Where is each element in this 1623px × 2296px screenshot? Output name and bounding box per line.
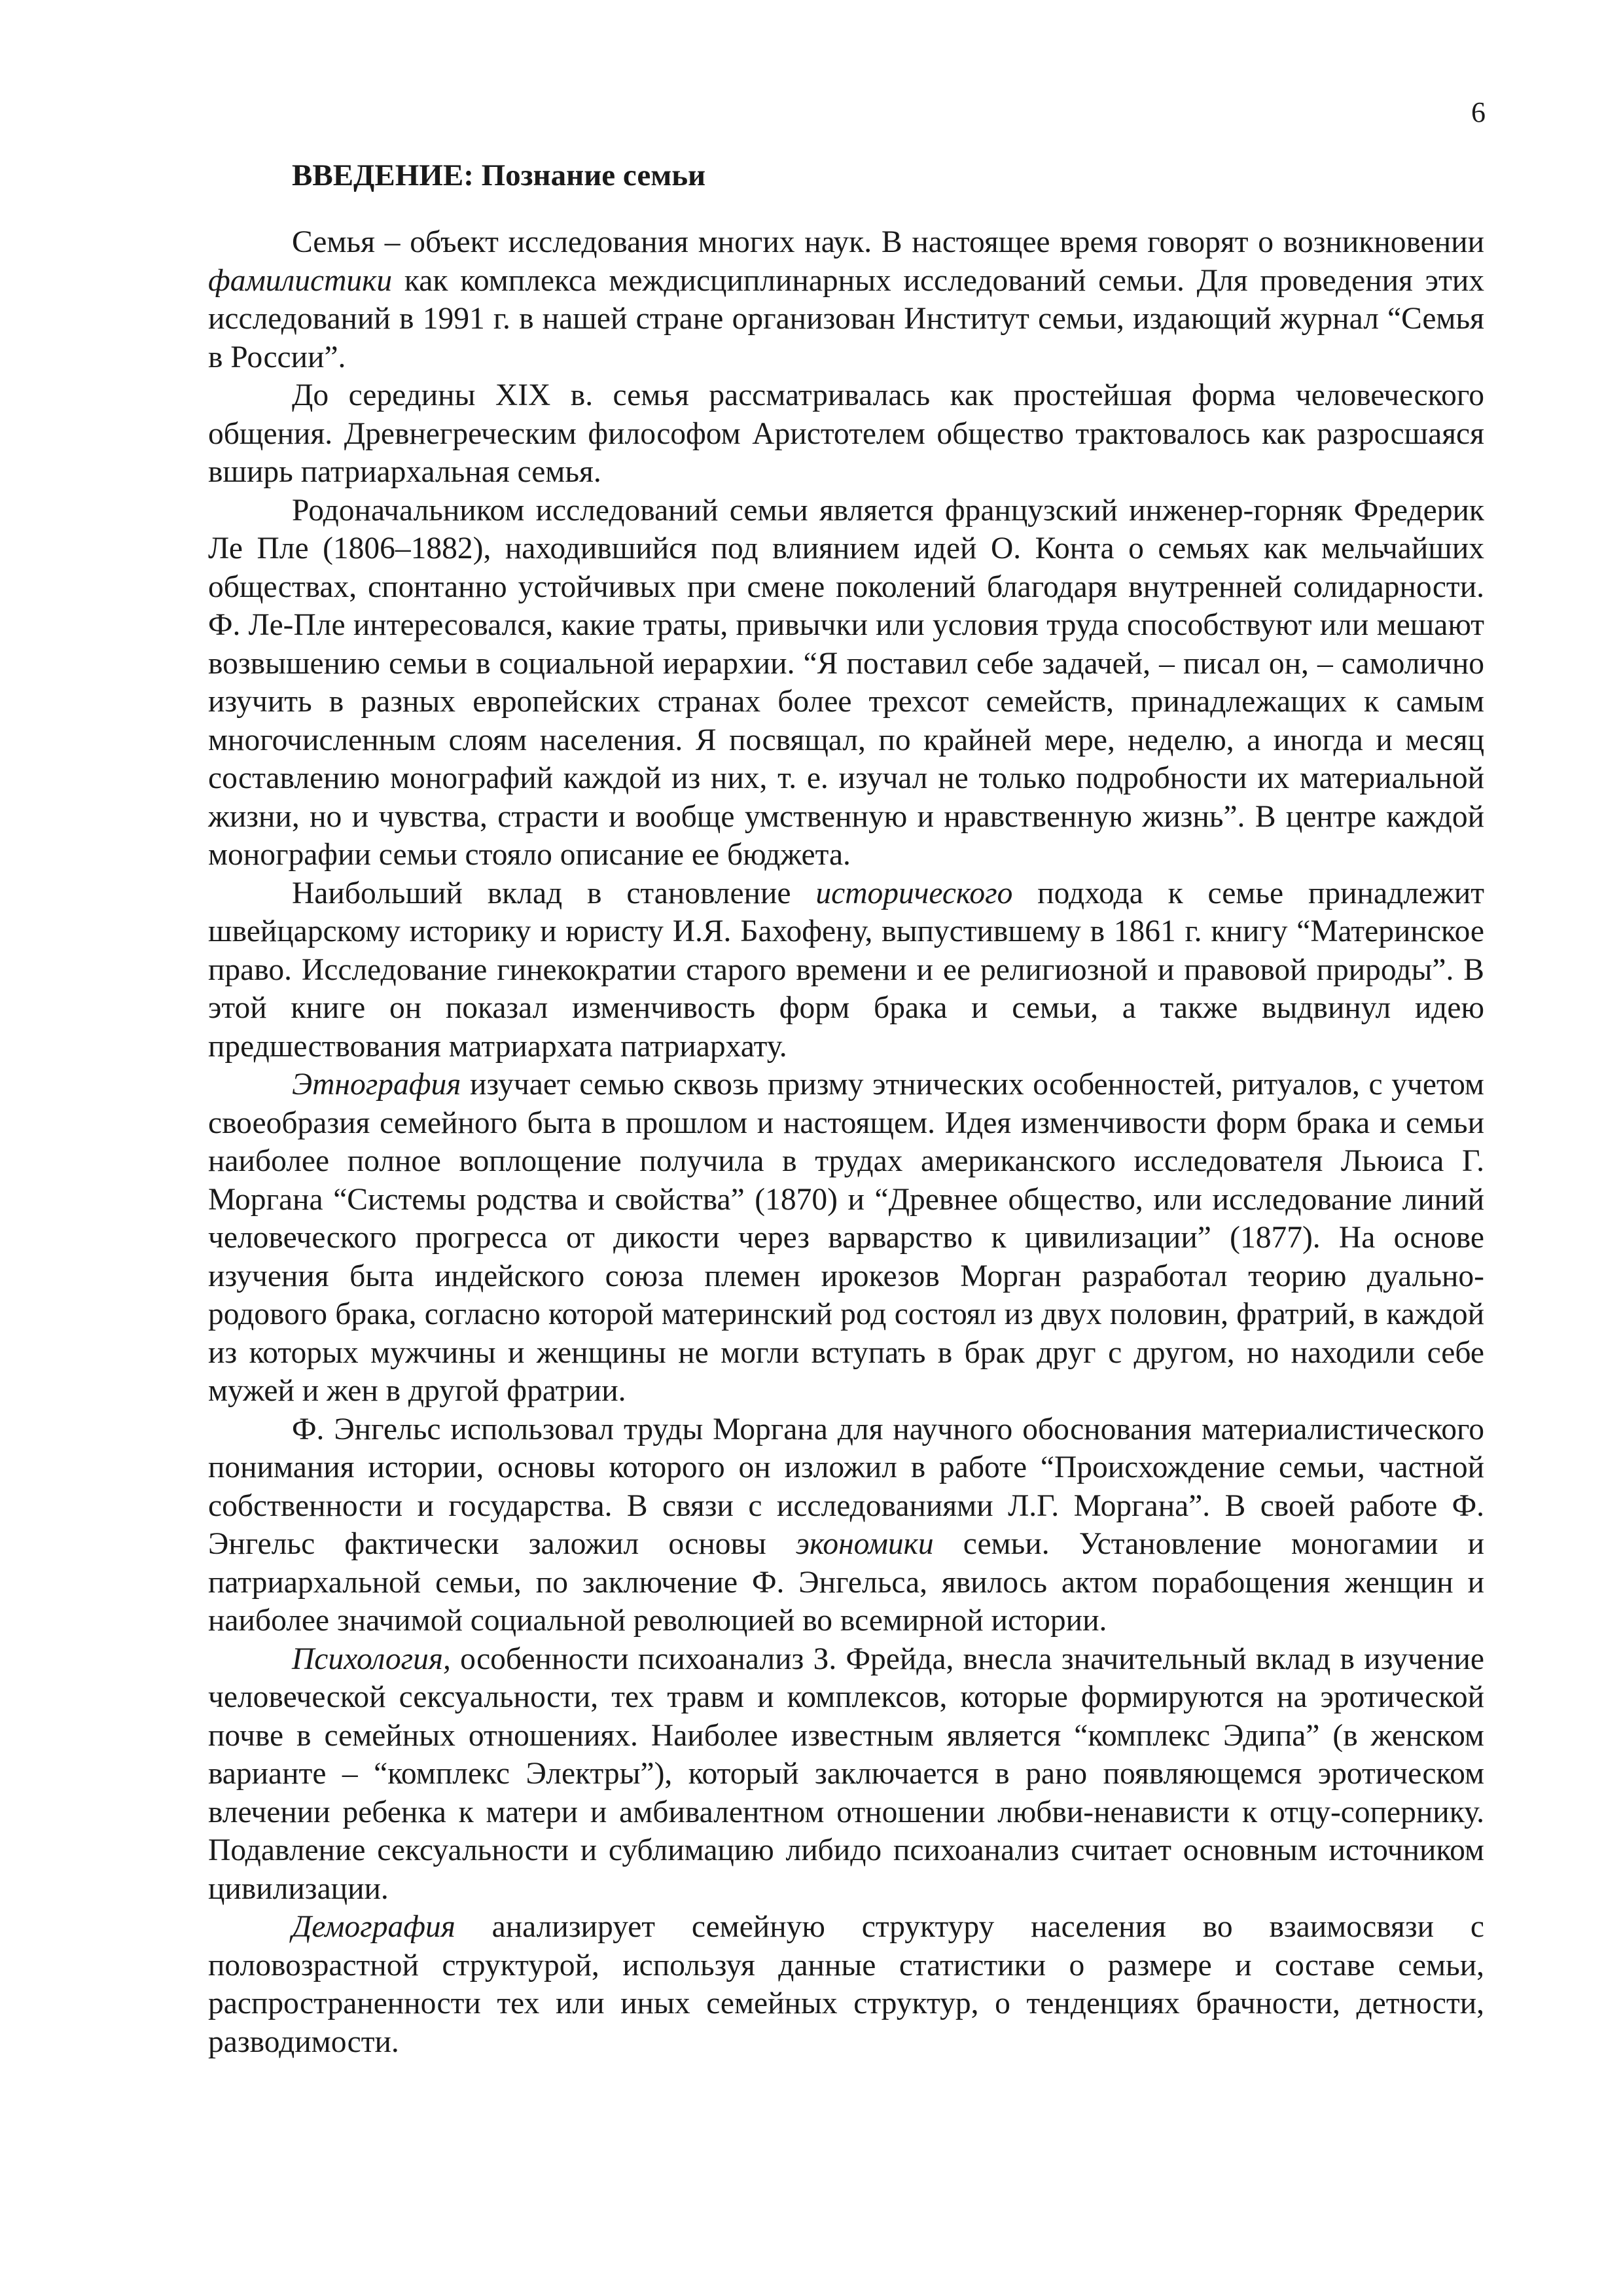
paragraph-text: Ф. Энгельс использовал труды Моргана для научного обоснования материалистического понимания истории, основы которого он изложил в работе “Происхождение семьи, частной собственности и государства. В связи с исследованиями Л.Г. Моргана”. В своей работе Ф. Энгельс фактически заложил основы — [208, 1412, 1484, 1561]
italic-term: Демография — [292, 1910, 455, 1944]
paragraph-text: Родоначальником исследований семьи является французский инженер-горняк Фредерик Ле Пле (1806–1882), находившийся под влиянием идей О. Конта о семьях как мельчайших обществах, спонтанно устойчивых при смене поколений благодаря внутренней солидарности. Ф. Ле-Пле интересовался, какие траты, привычки или условия труда способствуют или мешают возвышению семьи в социальной иерархии. “Я поставил себе задачей, – писал он, – самолично изучить в разных европейских странах более трехсот семейств, принадлежащих к самым многочисленным слоям населения. Я посвящал, по крайней мере, неделю, а иногда и месяц составлению монографий каждой из них, т. е. изучал не только подробности их материальной жизни, но и чувства, страсти и вообще умственную и нравственную жизнь”. В центре каждой монографии семьи стояло описание ее бюджета. — [208, 493, 1484, 872]
paragraph-aristotle — [208, 376, 1484, 492]
section-heading: ВВЕДЕНИЕ: Познание семьи — [292, 158, 706, 192]
italic-term: Психология, — [292, 1641, 451, 1676]
paragraph-engels — [208, 1410, 1484, 1640]
paragraph-le-play — [208, 492, 1484, 874]
italic-term: экономики — [796, 1527, 934, 1561]
paragraph-text: особенности психоанализ З. Фрейда, внесла значительный вклад в изучение человеческой сексуальности, тех травм и комплексов, которые формируются на эротической почве в семейных отношениях. Наиболее известным является “комплекс Эдипа” (в женском варианте – “комплекс Электры”), который заключается в рано появляющемся эротическом влечении ребенка к матери и амбивалентном отношении любви-ненависти к отцу-сопернику. Подавление сексуальности и сублимацию либидо психоанализ считает основным источником цивилизации. — [208, 1641, 1484, 1906]
page-number: 6 — [1471, 96, 1486, 128]
paragraph-text: Наибольший вклад в становление — [292, 876, 816, 910]
paragraph-text: как комплекса междисциплинарных исследований семьи. Для проведения этих исследований в 1991 г. в нашей стране организован Институт семьи, издающий журнал “Семья в России”. — [208, 263, 1484, 374]
paragraph-historical — [208, 874, 1484, 1066]
paragraph-demography — [208, 1908, 1484, 2061]
paragraph-ethnography — [208, 1066, 1484, 1410]
body-text — [208, 223, 1484, 2061]
paragraph-text: семьи. Установление моногамии и патриархальной семьи, по заключение Ф. Энгельса, явилось актом порабощения женщин и наиболее значимой социальной революцией во всемирной истории. — [208, 1527, 1484, 1638]
paragraph-text: изучает семью сквозь призму этнических особенностей, ритуалов, с учетом своеобразия семейного быта в прошлом и настоящем. Идея изменчивости форм брака и семьи наиболее полное воплощение получила в трудах американского исследователя Льюиса Г. Моргана “Системы родства и свойства” (1870) и “Древнее общество, или исследование линий человеческого прогресса от дикости через варварство к цивилизации” (1877). На основе изучения быта индейского союза племен ирокезов Морган разработал теорию дуально-родового брака, согласно которой материнский род состоял из двух половин, фратрий, в каждой из которых мужчины и женщины не могли вступать в брак друг с другом, но находили себе мужей и жен в другой фратрии. — [208, 1067, 1484, 1408]
italic-term: исторического — [815, 876, 1013, 910]
paragraph-text: Семья – объект исследования многих наук. В настоящее время говорят о возникновении — [292, 225, 1484, 259]
paragraph-text: анализирует семейную структуру населения во взаимосвязи с половозрастной структурой, используя данные статистики о размере и составе семьи, распространенности тех или иных семейных структур, о тенденциях брачности, детности, разводимости. — [208, 1910, 1484, 2059]
paragraph-familistics — [208, 223, 1484, 376]
italic-term: Этнография — [292, 1067, 461, 1102]
paragraph-text: подхода к семье принадлежит швейцарскому историку и юристу И.Я. Бахофену, выпустившему в 1861 г. книгу “Материнское право. Исследование гинекократии старого времени и ее религиозной и правовой природы”. В этой книге он показал изменчивость форм брака и семьи, а также выдвинул идею предшествования матриархата патриархату. — [208, 876, 1485, 1064]
paragraph-text: До середины XIX в. семья рассматривалась как простейшая форма человеческого общения. Древнегреческим философом Аристотелем общество трактовалось как разросшаяся вширь патриархальная семья. — [208, 378, 1484, 489]
paragraph-psychology — [208, 1640, 1484, 1909]
italic-term: фамилистики — [208, 263, 393, 298]
